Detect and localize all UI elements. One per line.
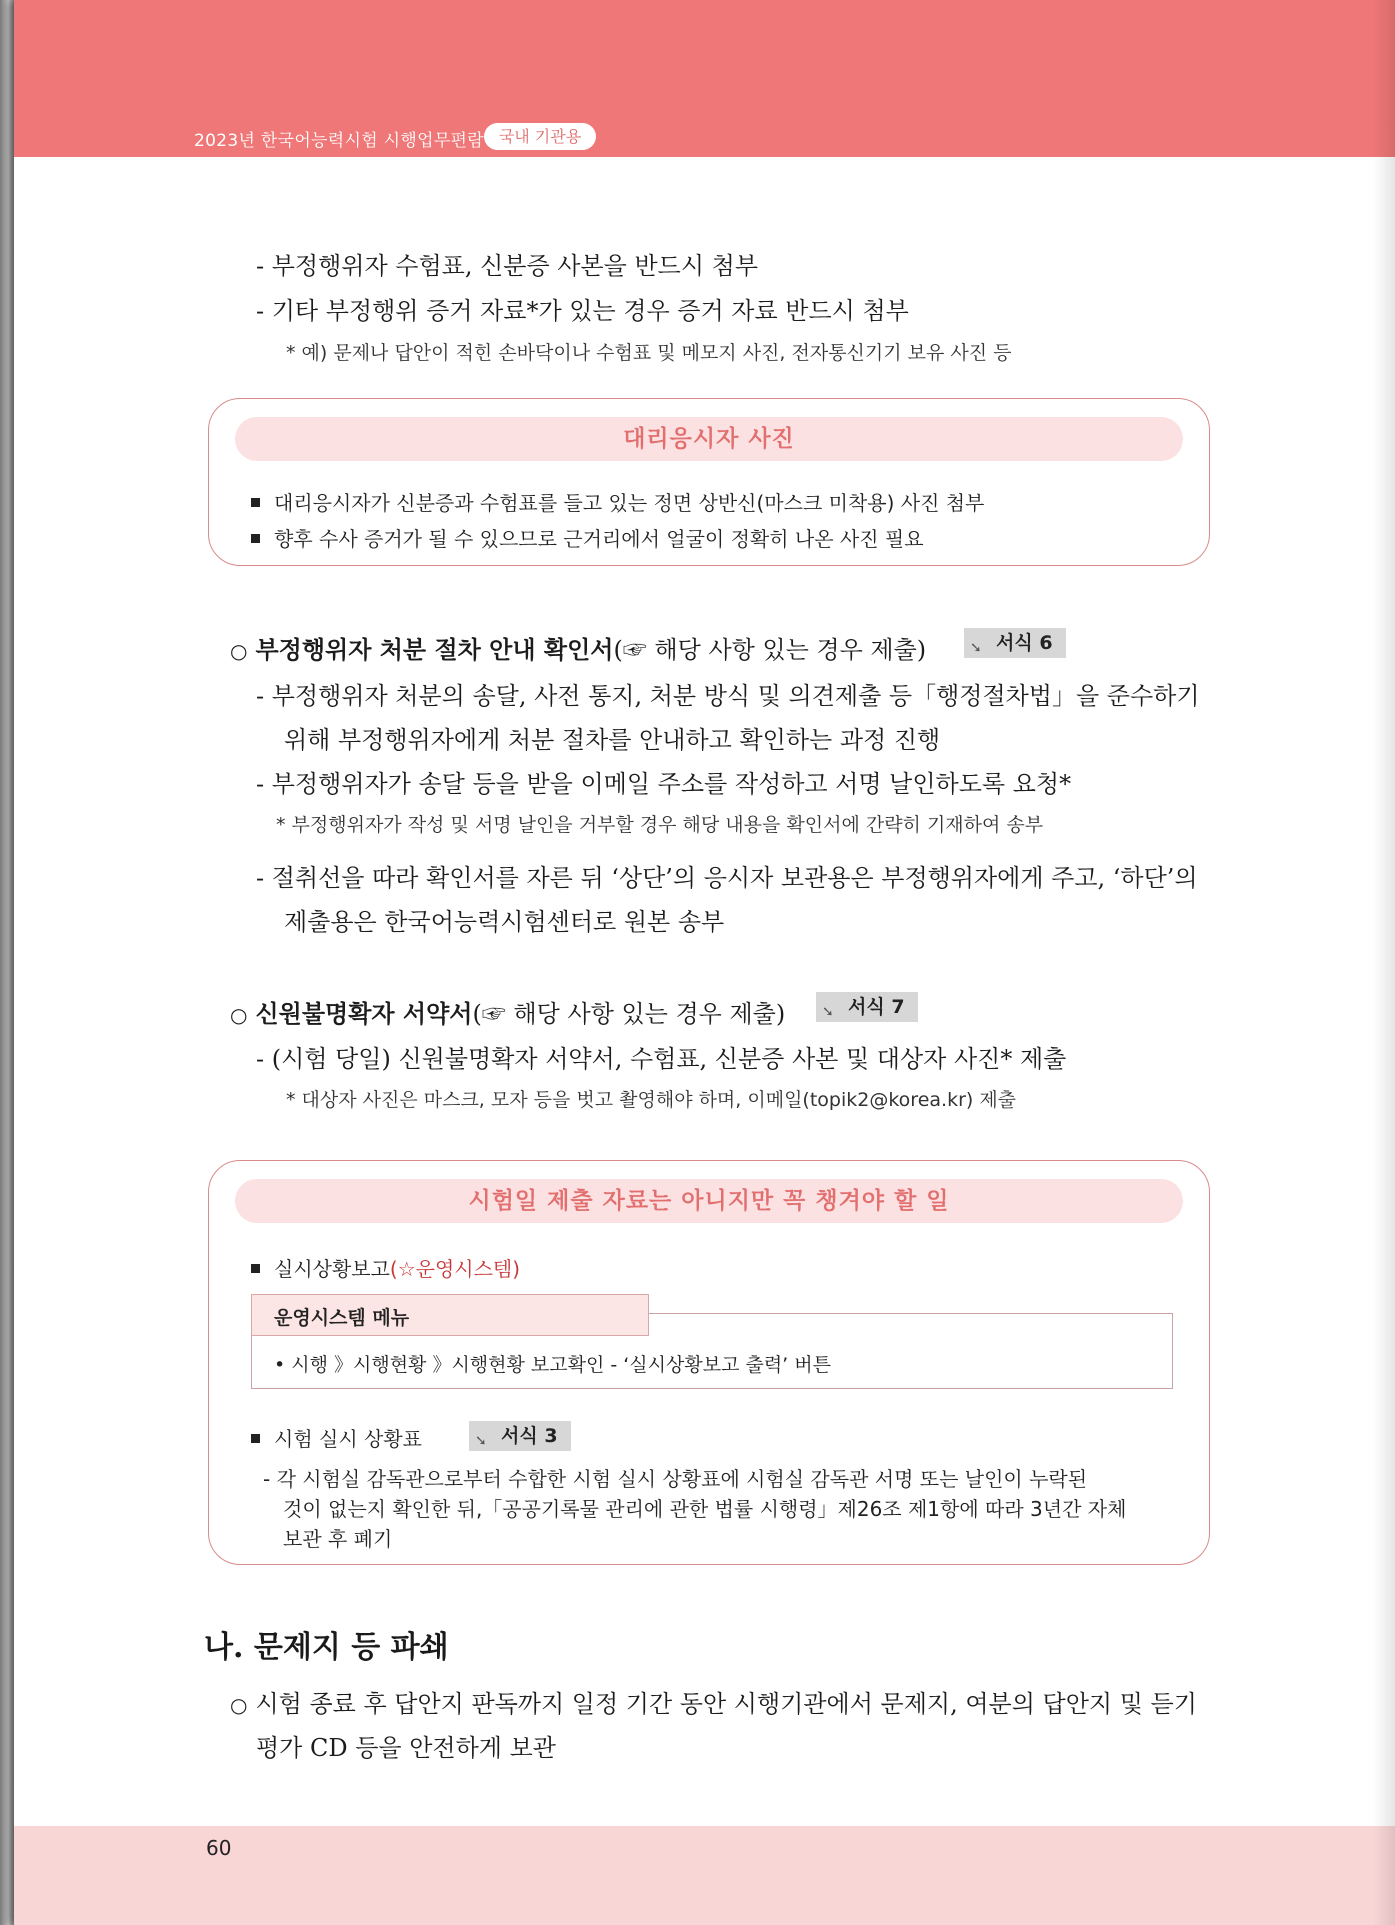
confirm-line-1b: 위해 부정행위자에게 처분 절차를 안내하고 확인하는 과정 진행 [284,726,941,754]
proxy-photo-box-title: 대리응시자 사진 [235,417,1183,461]
todo-item-report: 실시상황보고(☆운영시스템) [251,1253,520,1282]
confirm-heading [230,630,926,665]
todo-box [208,1160,1210,1565]
form-3-tag[interactable]: ➘ 서식 3 [469,1421,571,1451]
form-6-tag[interactable]: ➘ 서식 6 [964,628,1066,658]
confirm-line-3: - 절취선을 따라 확인서를 자른 뒤 ‘상단’의 응시자 보관용은 부정행위자에게 주고, ‘하단’의 [256,864,1198,892]
proxy-photo-box [208,398,1210,566]
identity-heading [230,994,785,1029]
square-bullet-icon [251,534,260,543]
confirm-paren: (☞ 해당 사항 있는 경우 제출) [613,636,927,664]
arrow-icon: ➘ [822,1004,834,1020]
header-badge: 국내 기관용 [484,123,596,150]
circle-bullet: ○ [230,1693,248,1717]
shredding-line-2: 평가 CD 등을 안전하게 보관 [256,1734,556,1762]
evidence-line-2: - 기타 부정행위 증거 자료*가 있는 경우 증거 자료 반드시 첨부 [256,297,909,325]
todo-box-title: 시험일 제출 자료는 아니지만 꼭 챙겨야 할 일 [235,1179,1183,1223]
header-title: 2023년 한국어능력시험 시행업무편람 [194,131,484,151]
confirm-line-1: - 부정행위자 처분의 송달, 사전 통지, 처분 방식 및 의견제출 등「행정절차법」을 준수하기 [256,682,1200,710]
confirm-line-2: - 부정행위자가 송달 등을 받을 이메일 주소를 작성하고 서명 날인하도록 요청* [256,770,1072,798]
circle-bullet: ○ [230,1003,248,1027]
menu-path-line: • 시행 》시행현황 》시행현황 보고확인 - ‘실시상황보고 출력’ 버튼 [274,1354,831,1376]
arrow-icon: ➘ [970,640,982,656]
circle-bullet: ○ [230,639,248,663]
status-desc-1: - 각 시험실 감독관으로부터 수합한 시험 실시 상황표에 시험실 감독관 서명 또는 날인이 누락된 [263,1467,1088,1491]
document-page [14,0,1395,1925]
todo-item-status: 시험 실시 상황표 [251,1423,422,1452]
proxy-photo-item: 대리응시자가 신분증과 수험표를 들고 있는 정면 상반신(마스크 미착용) 사진 첨부 [251,487,984,516]
page-edge-shade [1373,0,1395,1925]
confirm-title: 부정행위자 처분 절차 안내 확인서 [255,635,614,664]
proxy-photo-item: 향후 수사 증거가 될 수 있으므로 근거리에서 얼굴이 정확히 나온 사진 필요 [251,523,924,552]
arrow-icon: ➘ [475,1433,487,1449]
confirm-note: * 부정행위자가 작성 및 서명 날인을 거부할 경우 해당 내용을 확인서에 간략히 기재하여 송부 [276,814,1044,836]
identity-note: * 대상자 사진은 마스크, 모자 등을 벗고 촬영해야 하며, 이메일(topik2@korea.kr) 제출 [286,1089,1017,1111]
page-number: 60 [206,1836,232,1860]
square-bullet-icon [251,1264,260,1273]
status-desc-3: 보관 후 폐기 [283,1527,393,1551]
menu-tab: 운영시스템 메뉴 [251,1294,649,1336]
form-7-tag[interactable]: ➘ 서식 7 [816,992,918,1022]
confirm-line-3b: 제출용은 한국어능력시험센터로 원본 송부 [284,908,725,936]
identity-title: 신원불명확자 서약서 [255,999,473,1028]
square-bullet-icon [251,498,260,507]
evidence-line-1: - 부정행위자 수험표, 신분증 사본을 반드시 첨부 [256,252,759,280]
identity-line-1: - (시험 당일) 신원불명확자 서약서, 수험표, 신분증 사본 및 대상자 사진* 제출 [256,1045,1067,1073]
section-heading-shredding: 나. 문제지 등 파쇄 [204,1630,449,1665]
evidence-note: * 예) 문제나 답안이 적힌 손바닥이나 수험표 및 메모지 사진, 전자통신기기 보유 사진 등 [286,342,1012,364]
operation-system-note: (☆운영시스템) [389,1257,521,1281]
square-bullet-icon [251,1434,260,1443]
identity-paren: (☞ 해당 사항 있는 경우 제출) [472,1000,786,1028]
status-desc-2: 것이 없는지 확인한 뒤,「공공기록물 관리에 관한 법률 시행령」제26조 제1항에 따라 3년간 자체 [283,1497,1127,1521]
book-spine [0,0,14,1925]
shredding-line-1: ○ 시험 종료 후 답안지 판독까지 일정 기간 동안 시행기관에서 문제지, 여분의 답안지 및 듣기 [230,1690,1197,1718]
